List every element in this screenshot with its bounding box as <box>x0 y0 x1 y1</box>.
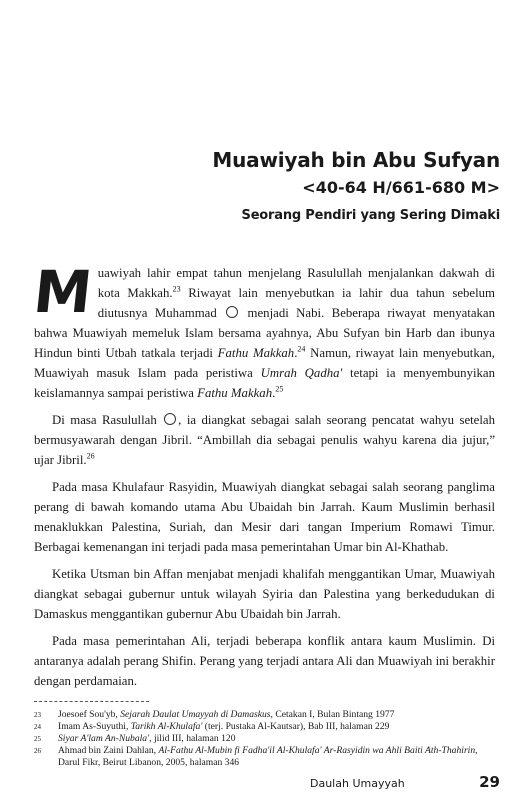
text-run: uawiyah lahir empat tahun menjelang Rasulullah menjalankan dakwah di kota Makkah. <box>97 266 495 300</box>
footnote-ref: 23 <box>172 284 181 294</box>
footnote-text: Ahmad bin Zaini Dahlan, <box>58 745 159 756</box>
salawat-symbol-icon <box>164 413 176 425</box>
footnote-text: , jilid III, halaman 120 <box>149 733 236 744</box>
drop-cap: M <box>30 258 96 326</box>
footnote-ref: 24 <box>297 344 306 354</box>
footnote <box>34 721 495 733</box>
footnote-title: Tarikh Al-Khulafa' <box>130 721 203 732</box>
footnote-text: , Darul Fikr, Beirut Libanon, 2005, halaman 346 <box>58 745 478 768</box>
footnote-number: 25 <box>34 735 41 743</box>
italic-term: Fathu Makkah <box>197 386 273 400</box>
footnote-ref: 26 <box>86 451 95 461</box>
footnote-separator <box>34 701 149 702</box>
paragraph-4: Ketika Utsman bin Affan menjabat menjadi khalifah menggantikan Umar, Muawiyah diangkat sebagai gubernur untuk wilayah Syiria dan Palestina yang berkedudukan di Damaskus menggantikan gubernur Abu Ubaidah bin Jarrah. <box>34 567 495 621</box>
paragraph-3: Pada masa Khulafaur Rasyidin, Muawiyah diangkat sebagai salah seorang panglima perang di bawah komando utama Abu Ubaidah bin Jarrah. Kaum Muslimin berhasil menaklukkan Palestina, Suriah, dan Mesir dari tangan Imperium Romawi Timur. Berbagai kemenangan ini terjadi pada masa pemerintahan Umar bin Al-Khathab. <box>34 480 495 554</box>
footnote-number: 26 <box>34 747 41 755</box>
italic-term: Fathu Makkah <box>217 346 295 360</box>
footnote <box>34 745 495 769</box>
running-footer-title: Daulah Umayyah <box>310 777 405 790</box>
text-run: . <box>294 346 298 360</box>
footnote <box>34 733 495 745</box>
footnotes <box>34 709 495 769</box>
salawat-symbol-icon <box>226 306 238 318</box>
text-run: Namun, riwayat lain menyebutkan, Muawiyah masuk Islam pada peristiwa <box>34 346 495 380</box>
text-run: Riwayat lain menyebutkan ia lahir dua tahun sebelum diutusnya Muhammad <box>97 286 495 320</box>
page-number: 29 <box>479 773 500 791</box>
footnote <box>34 709 495 721</box>
footnote-number: 24 <box>34 723 41 731</box>
footnote-title: Sejarah Daulat Umayyah di Damaskus <box>120 709 271 720</box>
paragraph-5: Pada masa pemerintahan Ali, terjadi beberapa konflik antara kaum Muslimin. Di antaranya adalah perang Shifin. Perang yang terjadi antara Ali dan Muawiyah ini berakhir dengan perdamaian. <box>34 634 495 688</box>
footnote-number: 23 <box>34 711 41 719</box>
footnote-title: Siyar A'lam An-Nubala' <box>58 733 150 744</box>
footnote-text: , Cetakan I, Bulan Bintang 1977 <box>270 709 395 720</box>
chapter-tagline: Seorang Pendiri yang Sering Dimaki <box>241 208 500 223</box>
chapter-years: <40-64 H/661-680 M> <box>302 178 500 197</box>
footnote-title: Al-Fathu Al-Mubin fi Fadha'il Al-Khulafa' Ar-Rasyidin wa Ahli Baiti Ath-Thahirin <box>158 745 476 756</box>
text-run: . <box>272 386 276 400</box>
footnote-text: Imam As-Suyuthi, <box>58 721 131 732</box>
text-run: , ia diangkat sebagai salah seorang pencatat wahyu setelah bermusyawarah dengan Jibril. “Ambillah dia sebagai penulis wahyu karena dia jujur,” ujar Jibril. <box>34 413 495 467</box>
footnote-ref: 25 <box>275 384 284 394</box>
paragraph-1 <box>30 258 496 403</box>
text-run: tetapi ia menyembunyikan keislamannya sampai peristiwa <box>34 366 496 400</box>
italic-term: Umrah Qadha' <box>260 366 343 380</box>
chapter-title: Muawiyah bin Abu Sufyan <box>212 148 500 172</box>
footnote-text: Joesoef Sou'yb, <box>58 709 121 720</box>
paragraph-2 <box>34 410 495 470</box>
text-run: menjadi Nabi. Beberapa riwayat menyatakan bahwa Muawiyah memeluk Islam bersama ayahnya, Abu Sufyan bin Harb dan ibunya Hindun binti Utbah tatkala terjadi <box>34 306 495 360</box>
body-text <box>30 258 496 698</box>
footnote-text: (terj. Pustaka Al-Kautsar), Bab III, halaman 229 <box>202 721 390 732</box>
text-run: Di masa Rasulullah <box>52 413 163 427</box>
